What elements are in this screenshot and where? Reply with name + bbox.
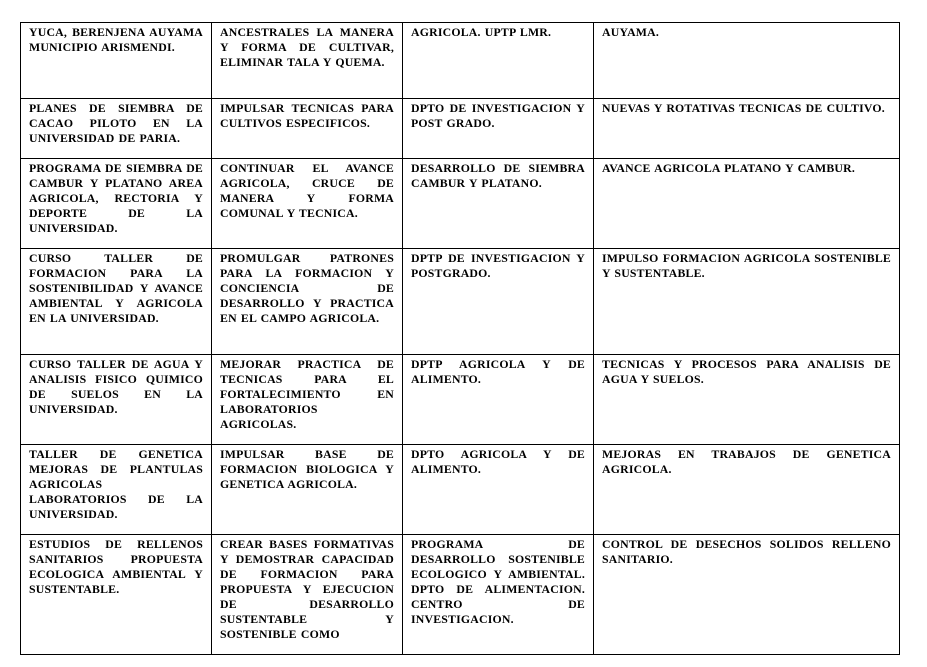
table-cell: AUYAMA. [594,23,900,99]
table-row [21,445,900,535]
table-row [21,99,900,159]
table-cell: CREAR BASES FORMATIVAS Y DEMOSTRAR CAPACIDAD DE FORMACION PARA PROPUESTA Y EJECUCION DE DESARROLLO SUSTENTABLE Y SOSTENIBLE COMO [212,535,403,655]
table-cell: MEJORAR PRACTICA DE TECNICAS PARA EL FORTALECIMIENTO EN LABORATORIOS AGRICOLAS. [212,355,403,445]
table-cell: AVANCE AGRICOLA PLATANO Y CAMBUR. [594,159,900,249]
table-cell: YUCA, BERENJENA AUYAMA MUNICIPIO ARISMENDI. [21,23,212,99]
document-table [20,22,900,655]
table-cell: TALLER DE GENETICA MEJORAS DE PLANTULAS AGRICOLAS LABORATORIOS DE LA UNIVERSIDAD. [21,445,212,535]
table-cell: PROGRAMA DE SIEMBRA DE CAMBUR Y PLATANO AREA AGRICOLA, RECTORIA Y DEPORTE DE LA UNIVERSIDAD. [21,159,212,249]
table-cell: CONTROL DE DESECHOS SOLIDOS RELLENO SANITARIO. [594,535,900,655]
table-cell: PROGRAMA DE DESARROLLO SOSTENIBLE ECOLOGICO Y AMBIENTAL. DPTO DE ALIMENTACION. CENTRO DE INVESTIGACION. [403,535,594,655]
table-cell: CURSO TALLER DE AGUA Y ANALISIS FISICO QUIMICO DE SUELOS EN LA UNIVERSIDAD. [21,355,212,445]
table-row [21,159,900,249]
table-cell: PLANES DE SIEMBRA DE CACAO PILOTO EN LA UNIVERSIDAD DE PARIA. [21,99,212,159]
table-cell: DPTP AGRICOLA Y DE ALIMENTO. [403,355,594,445]
table-cell: AGRICOLA. UPTP LMR. [403,23,594,99]
table-cell: CURSO TALLER DE FORMACION PARA LA SOSTENIBILIDAD Y AVANCE AMBIENTAL Y AGRICOLA EN LA UNIVERSIDAD. [21,249,212,355]
table-cell: IMPULSAR TECNICAS PARA CULTIVOS ESPECIFICOS. [212,99,403,159]
table-cell: TECNICAS Y PROCESOS PARA ANALISIS DE AGUA Y SUELOS. [594,355,900,445]
table-cell: DPTP DE INVESTIGACION Y POSTGRADO. [403,249,594,355]
table-cell: IMPULSO FORMACION AGRICOLA SOSTENIBLE Y SUSTENTABLE. [594,249,900,355]
table-cell: PROMULGAR PATRONES PARA LA FORMACION Y CONCIENCIA DE DESARROLLO Y PRACTICA EN EL CAMPO AGRICOLA. [212,249,403,355]
table-row [21,249,900,355]
table-cell: DESARROLLO DE SIEMBRA CAMBUR Y PLATANO. [403,159,594,249]
table-cell: MEJORAS EN TRABAJOS DE GENETICA AGRICOLA. [594,445,900,535]
table-cell: DPTO AGRICOLA Y DE ALIMENTO. [403,445,594,535]
table-cell: DPTO DE INVESTIGACION Y POST GRADO. [403,99,594,159]
table-cell: NUEVAS Y ROTATIVAS TECNICAS DE CULTIVO. [594,99,900,159]
table-cell: IMPULSAR BASE DE FORMACION BIOLOGICA Y GENETICA AGRICOLA. [212,445,403,535]
table-cell: CONTINUAR EL AVANCE AGRICOLA, CRUCE DE MANERA Y FORMA COMUNAL Y TECNICA. [212,159,403,249]
table-row [21,23,900,99]
table-row [21,355,900,445]
table-cell: ANCESTRALES LA MANERA Y FORMA DE CULTIVAR, ELIMINAR TALA Y QUEMA. [212,23,403,99]
table-row [21,535,900,655]
table-cell: ESTUDIOS DE RELLENOS SANITARIOS PROPUESTA ECOLOGICA AMBIENTAL Y SUSTENTABLE. [21,535,212,655]
